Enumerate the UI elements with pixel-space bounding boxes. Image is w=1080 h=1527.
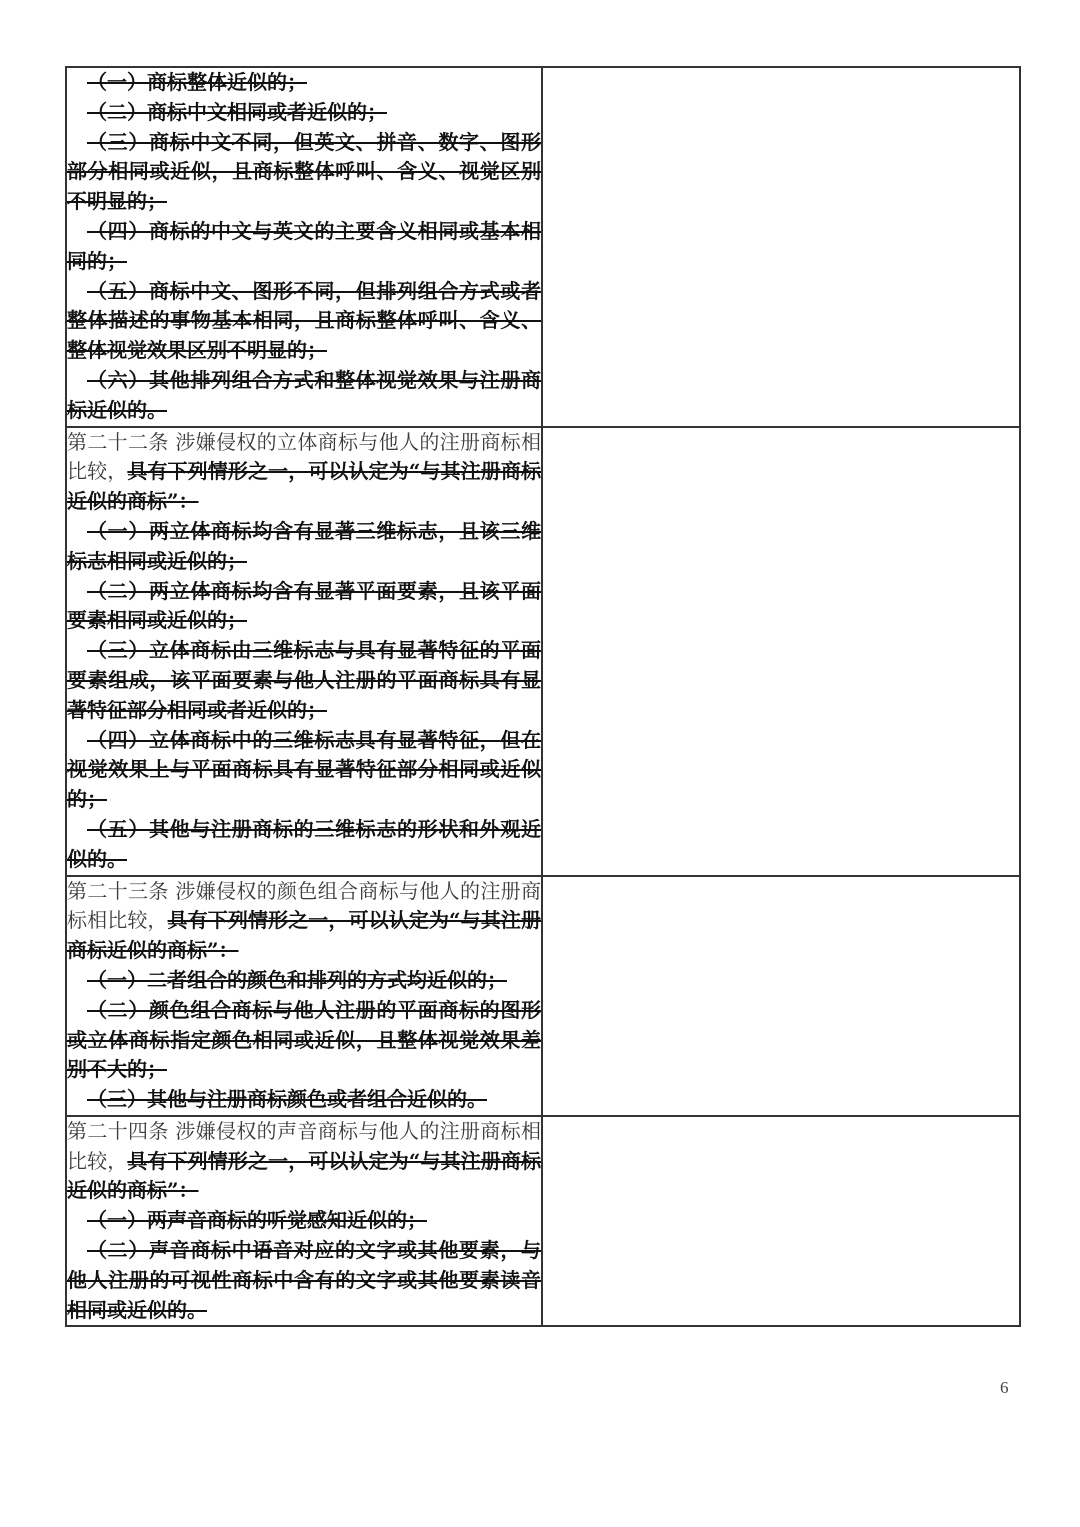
- table-row: [66, 1116, 1020, 1327]
- deleted-text: （一）二者组合的颜色和排列的方式均近似的；: [87, 967, 507, 992]
- article-paragraph: [67, 1236, 541, 1325]
- revised-text-cell: [542, 1116, 1020, 1327]
- deleted-text: 具有下列情形之一，可以认定为“与其注册商标近似的商标”：: [67, 908, 541, 963]
- deleted-text: （四）立体商标中的三维标志具有显著特征，但在视觉效果上与平面商标具有显著特征部分相同或近似的；: [67, 727, 541, 812]
- article-paragraph: [67, 517, 541, 577]
- article-paragraph: [67, 1117, 541, 1206]
- article-paragraph: [67, 726, 541, 815]
- article-paragraph: [67, 366, 541, 426]
- revised-text-cell: [542, 427, 1020, 876]
- deleted-text: （二）声音商标中语音对应的文字或其他要素，与他人注册的可视性商标中含有的文字或其他要素读音相同或近似的。: [67, 1238, 541, 1322]
- original-text-cell: [66, 876, 542, 1116]
- retained-text: 第二十四条 涉嫌侵权的声音商标与他人的注册商标相比较，: [67, 1118, 541, 1173]
- article-paragraph: [67, 636, 541, 725]
- deleted-text: 具有下列情形之一，可以认定为“与其注册商标近似的商标”：: [67, 459, 541, 514]
- original-text-cell: [66, 427, 542, 876]
- deleted-text: （二）颜色组合商标与他人注册的平面商标的图形或立体商标指定颜色相同或近似，且整体视觉效果差别不大的；: [67, 997, 541, 1082]
- deleted-text: （四）商标的中文与英文的主要含义相同或基本相同的；: [67, 218, 541, 273]
- retained-text: 第二十二条 涉嫌侵权的立体商标与他人的注册商标相比较，: [67, 429, 541, 484]
- deleted-text: （五）商标中文、图形不同，但排列组合方式或者整体描述的事物基本相同，且商标整体呼叫、含义、整体视觉效果区别不明显的；: [67, 278, 541, 363]
- table-row: [66, 876, 1020, 1116]
- article-paragraph: [67, 277, 541, 366]
- original-text-cell: [66, 67, 542, 427]
- page-number: 6: [1000, 1378, 1009, 1397]
- article-paragraph: [67, 217, 541, 277]
- article-paragraph: [67, 428, 541, 517]
- deleted-text: 具有下列情形之一，可以认定为“与其注册商标近似的商标”：: [67, 1148, 541, 1203]
- article-paragraph: [67, 1206, 541, 1236]
- revised-text-cell: [542, 67, 1020, 427]
- article-paragraph: [67, 966, 541, 996]
- table-row: [66, 427, 1020, 876]
- article-paragraph: [67, 98, 541, 128]
- deleted-text: （二）两立体商标均含有显著平面要素，且该平面要素相同或近似的；: [67, 578, 541, 633]
- article-paragraph: [67, 815, 541, 875]
- retained-text: 第二十三条 涉嫌侵权的颜色组合商标与他人的注册商标相比较，: [67, 878, 541, 933]
- article-paragraph: [67, 577, 541, 637]
- table-body: [66, 67, 1020, 1326]
- article-paragraph: [67, 128, 541, 217]
- comparison-table: [65, 66, 1021, 1327]
- deleted-text: （六）其他排列组合方式和整体视觉效果与注册商标近似的。: [67, 367, 541, 422]
- deleted-text: （三）立体商标由三维标志与具有显著特征的平面要素组成，该平面要素与他人注册的平面商标具有显著特征部分相同或者近似的；: [67, 638, 541, 722]
- deleted-text: （一）商标整体近似的；: [87, 70, 307, 94]
- revised-text-cell: [542, 876, 1020, 1116]
- deleted-text: （五）其他与注册商标的三维标志的形状和外观近似的。: [67, 816, 541, 871]
- article-paragraph: [67, 996, 541, 1085]
- article-paragraph: [67, 68, 541, 98]
- original-text-cell: [66, 1116, 542, 1327]
- deleted-text: （三）商标中文不同，但英文、拼音、数字、图形部分相同或近似，且商标整体呼叫、含义、视觉区别不明显的；: [67, 129, 541, 214]
- deleted-text: （一）两声音商标的听觉感知近似的；: [87, 1208, 427, 1233]
- article-paragraph: [67, 877, 541, 966]
- deleted-text: （三）其他与注册商标颜色或者组合近似的。: [87, 1087, 487, 1112]
- table-row: [66, 67, 1020, 427]
- deleted-text: （二）商标中文相同或者近似的；: [87, 99, 387, 124]
- deleted-text: （一）两立体商标均含有显著三维标志，且该三维标志相同或近似的；: [67, 518, 541, 573]
- article-paragraph: [67, 1085, 541, 1115]
